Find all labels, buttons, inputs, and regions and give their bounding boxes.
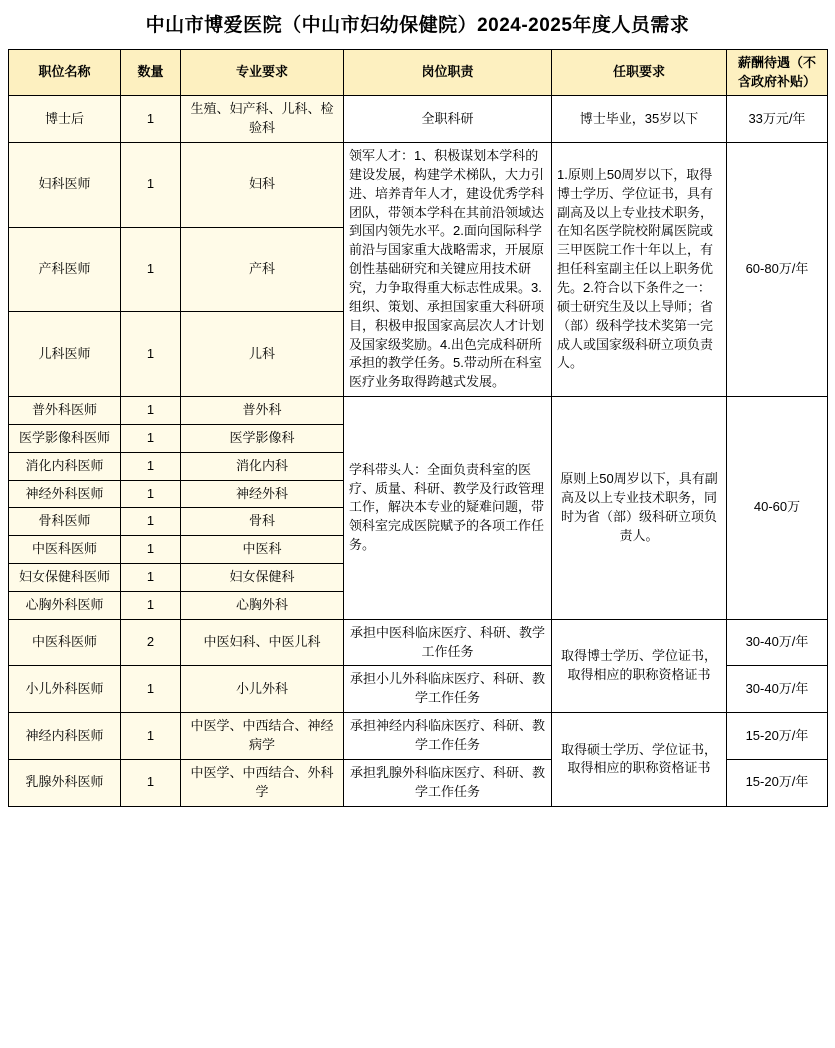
table-row [9, 96, 828, 143]
cell-count: 1 [121, 508, 181, 536]
cell-count: 1 [121, 227, 181, 312]
cell-pay-discipline: 40-60万 [727, 397, 828, 620]
cell-position: 妇科医师 [9, 143, 121, 228]
column-header-requirement: 任职要求 [552, 49, 727, 96]
table-header [9, 49, 828, 96]
column-header-duty: 岗位职责 [344, 49, 552, 96]
cell-count: 1 [121, 591, 181, 619]
cell-position: 中医科医师 [9, 619, 121, 666]
cell-major: 普外科 [181, 397, 344, 425]
cell-position: 乳腺外科医师 [9, 759, 121, 806]
column-header-pay: 薪酬待遇（不含政府补贴） [727, 49, 828, 96]
cell-major: 骨科 [181, 508, 344, 536]
cell-requirement-doctor: 取得博士学历、学位证书，取得相应的职称资格证书 [552, 619, 727, 712]
cell-position: 神经内科医师 [9, 713, 121, 760]
cell-position: 医学影像科医师 [9, 424, 121, 452]
cell-requirement-master: 取得硕士学历、学位证书，取得相应的职称资格证书 [552, 713, 727, 806]
cell-major: 产科 [181, 227, 344, 312]
cell-pay: 15-20万/年 [727, 759, 828, 806]
cell-position: 小儿外科医师 [9, 666, 121, 713]
cell-major: 妇女保健科 [181, 564, 344, 592]
cell-count: 1 [121, 143, 181, 228]
cell-duty: 承担中医科临床医疗、科研、教学工作任务 [344, 619, 552, 666]
cell-duty: 承担乳腺外科临床医疗、科研、教学工作任务 [344, 759, 552, 806]
cell-duty-discipline: 学科带头人：全面负责科室的医疗、质量、科研、教学及行政管理工作，解决本专业的疑难问题，带领科室完成医院赋予的各项工作任务。 [344, 397, 552, 620]
cell-count: 1 [121, 713, 181, 760]
cell-position: 儿科医师 [9, 312, 121, 397]
cell-major: 中医学、中西结合、神经病学 [181, 713, 344, 760]
cell-major: 中医科 [181, 536, 344, 564]
cell-count: 1 [121, 452, 181, 480]
cell-position: 产科医师 [9, 227, 121, 312]
cell-duty-leader: 领军人才：1、积极谋划本学科的建设发展，构建学术梯队，大力引进、培养青年人才，建设优秀学科团队，带领本学科在其前沿领域达到国内领先水平。2.面向国际科学前沿与国家重大战略需求，开展原创性基础研究和关键应用技术研究，力争取得重大标志性成果。3.组织、策划、承担国家重大科研项目，积极申报国家高层次人才计划及国家级奖励。4.出色完成科研所承担的教学任务。5.带动所在科室医疗业务取得跨越式发展。 [344, 143, 552, 397]
cell-major: 生殖、妇产科、儿科、检验科 [181, 96, 344, 143]
cell-major: 中医学、中西结合、外科学 [181, 759, 344, 806]
cell-pay-leader: 60-80万/年 [727, 143, 828, 397]
cell-requirement-discipline: 原则上50周岁以下，具有副高及以上专业技术职务，同时为省（部）级科研立项负责人。 [552, 397, 727, 620]
column-header-count: 数量 [121, 49, 181, 96]
cell-major: 儿科 [181, 312, 344, 397]
cell-position: 中医科医师 [9, 536, 121, 564]
table-row [9, 619, 828, 666]
cell-count: 1 [121, 666, 181, 713]
cell-duty: 承担神经内科临床医疗、科研、教学工作任务 [344, 713, 552, 760]
cell-major: 中医妇科、中医儿科 [181, 619, 344, 666]
table-row [9, 397, 828, 425]
cell-position: 骨科医师 [9, 508, 121, 536]
table-body [9, 96, 828, 806]
column-header-major: 专业要求 [181, 49, 344, 96]
cell-position: 神经外科医师 [9, 480, 121, 508]
cell-major: 心胸外科 [181, 591, 344, 619]
cell-major: 医学影像科 [181, 424, 344, 452]
cell-duty: 全职科研 [344, 96, 552, 143]
cell-pay: 15-20万/年 [727, 713, 828, 760]
table-header-row [9, 49, 828, 96]
column-header-position: 职位名称 [9, 49, 121, 96]
cell-duty: 承担小儿外科临床医疗、科研、教学工作任务 [344, 666, 552, 713]
cell-position: 心胸外科医师 [9, 591, 121, 619]
cell-count: 1 [121, 312, 181, 397]
cell-count: 1 [121, 397, 181, 425]
page-title: 中山市博爱医院（中山市妇幼保健院）2024-2025年度人员需求 [145, 15, 690, 36]
cell-count: 1 [121, 759, 181, 806]
cell-major: 小儿外科 [181, 666, 344, 713]
cell-count: 2 [121, 619, 181, 666]
cell-requirement-leader: 1.原则上50周岁以下，取得博士学历、学位证书，具有副高及以上专业技术职务，在知名医学院校附属医院或三甲医院工作十年以上，有担任科室副主任以上职务优先。2.符合以下条件之一：硕士研究生及以上导师；省（部）级科学技术奖第一完成人或国家级科研立项负责人。 [552, 143, 727, 397]
cell-pay: 33万元/年 [727, 96, 828, 143]
cell-count: 1 [121, 536, 181, 564]
cell-major: 神经外科 [181, 480, 344, 508]
cell-major: 妇科 [181, 143, 344, 228]
cell-major: 消化内科 [181, 452, 344, 480]
cell-position: 妇女保健科医师 [9, 564, 121, 592]
cell-count: 1 [121, 96, 181, 143]
cell-position: 博士后 [9, 96, 121, 143]
cell-count: 1 [121, 424, 181, 452]
cell-count: 1 [121, 480, 181, 508]
cell-pay: 30-40万/年 [727, 666, 828, 713]
recruitment-table [8, 49, 828, 807]
table-row [9, 143, 828, 228]
table-row [9, 713, 828, 760]
cell-count: 1 [121, 564, 181, 592]
cell-requirement: 博士毕业，35岁以下 [552, 96, 727, 143]
cell-position: 消化内科医师 [9, 452, 121, 480]
cell-pay: 30-40万/年 [727, 619, 828, 666]
cell-position: 普外科医师 [9, 397, 121, 425]
